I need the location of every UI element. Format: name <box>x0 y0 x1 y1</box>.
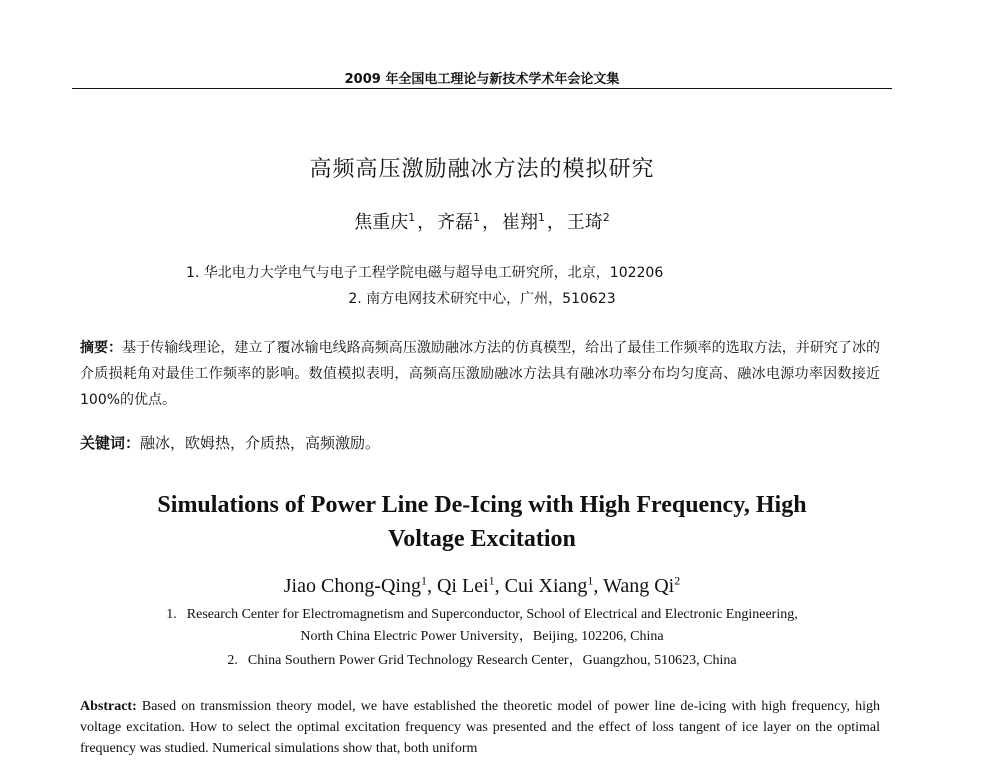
chinese-abstract-text: 基于传输线理论，建立了覆冰输电线路高频高压激励融冰方法的仿真模型，给出了最佳工作频率的选取方法，并研究了冰的介质损耗角对最佳工作频率的影响。数值模拟表明，高频高压激励融冰方法具有融冰功率分布均匀度高、融冰电源功率因数接近 100%的优点。 <box>80 340 880 408</box>
chinese-title: 高频高压激励融冰方法的模拟研究 <box>309 157 655 182</box>
en-author-separator: , <box>593 575 604 597</box>
chinese-keywords-label: 关键词： <box>80 434 141 452</box>
en-author-4: Wang Qi$^2$ <box>603 573 681 597</box>
english-authors <box>72 575 892 598</box>
cn-author-3: 崔翔$^1$ <box>502 211 545 233</box>
cn-author-1: 焦重庆$^1$ <box>354 211 416 233</box>
english-affiliation-1 <box>72 604 892 648</box>
chinese-affiliation-1: 1. 华北电力大学电气与电子工程学院电磁与超导电工研究所，北京，102206 <box>186 265 664 281</box>
english-abstract-label: Abstract: <box>80 699 137 714</box>
en-author-3: Cui Xiang$^1$ <box>504 573 594 597</box>
english-title <box>72 488 892 556</box>
english-abstract-text: Based on transmission theory model, we have established the theoretic model of power line de-icing with high frequency, high voltage excitation. How to select the optimal excitation frequency was presented and the effect of loss tangent of ice layer on the optimal frequency was studied. Numerical simulations show that, both uniform <box>80 699 880 756</box>
cn-author-separator: ， <box>417 212 436 233</box>
cn-author-2: 齐磊$^1$ <box>437 211 480 233</box>
en-author-separator: , <box>426 575 437 597</box>
cn-author-separator: ， <box>546 212 565 233</box>
chinese-abstract <box>80 335 880 413</box>
running-header: 2009 年全国电工理论与新技术学术年会论文集 <box>344 72 620 87</box>
en-author-separator: , <box>494 575 505 597</box>
chinese-authors <box>72 208 892 234</box>
en-author-1: Jiao Chong-Qing$^1$ <box>283 573 427 597</box>
english-affiliation-2-text: China Southern Power Grid Technology Research Center，Guangzhou, 510623, China <box>247 653 737 668</box>
english-title-line-2: Voltage Excitation <box>388 526 576 552</box>
english-abstract <box>80 696 880 759</box>
cn-author-separator: ， <box>482 212 500 233</box>
english-affiliation-2-number: 2. <box>227 653 238 668</box>
chinese-keywords-text: 融冰，欧姆热，介质热，高频激励。 <box>140 434 381 452</box>
chinese-affiliation-2: 2. 南方电网技术研究中心，广州，510623 <box>348 291 616 307</box>
english-affiliation-1-line-1: 1. Research Center for Electromagnetism and Superconductor, School of Electrical and Electronic Engineering, <box>166 607 798 622</box>
english-affiliation-1-line-2: North China Electric Power University，Beijing, 102206, China <box>300 629 664 644</box>
header-rule <box>72 88 892 89</box>
english-title-line-1: Simulations of Power Line De-Icing with High Frequency, High <box>157 492 807 518</box>
chinese-abstract-label: 摘要： <box>80 340 123 356</box>
cn-author-4: 王琦$^2$ <box>566 211 610 233</box>
en-author-2: Qi Lei$^1$ <box>436 573 495 597</box>
english-affiliation-2 <box>72 650 892 672</box>
english-affiliation-1-number: 1. <box>166 607 177 622</box>
chinese-keywords <box>80 432 880 453</box>
